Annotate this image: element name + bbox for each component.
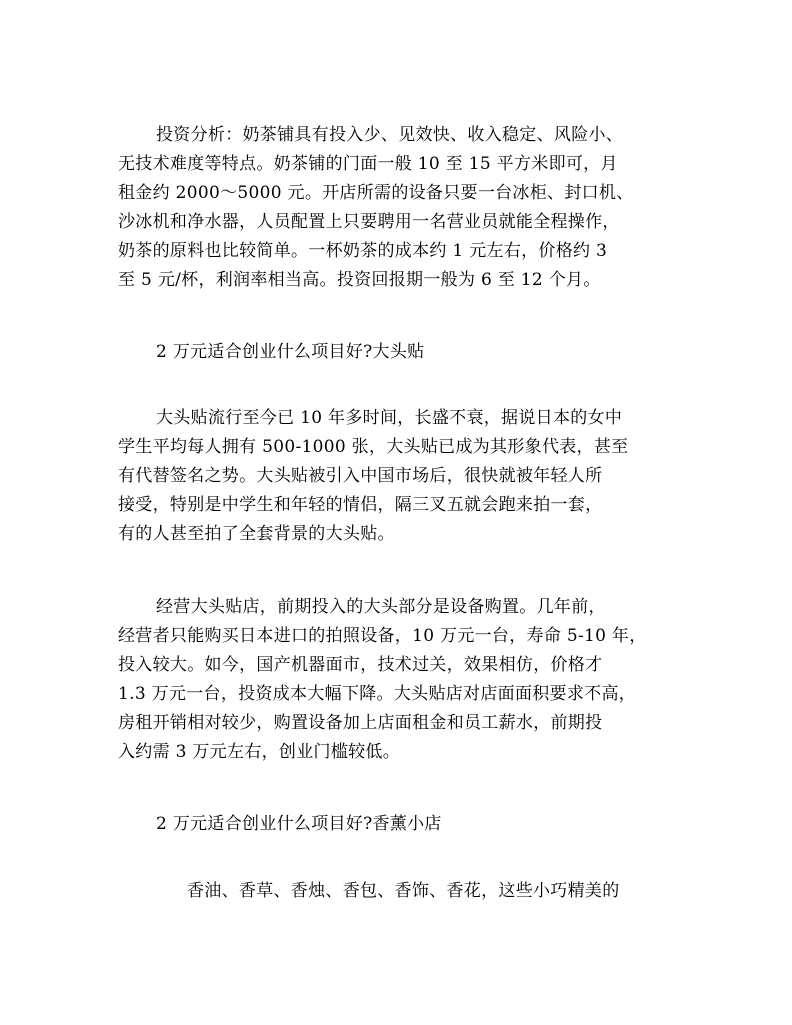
text-line: 投资分析：奶茶铺具有投入少、见效快、收入稳定、风险小、 <box>156 125 624 145</box>
text-line: 1.3 万元一台，投资成本大幅下降。大头贴店对店面面积要求不高， <box>118 684 637 704</box>
text-line: 无技术难度等特点。奶茶铺的门面一般 10 至 15 平方米即可，月 <box>118 154 618 174</box>
text-line: 大头贴流行至今已 10 年多时间，长盛不衰，据说日本的女中 <box>156 408 623 428</box>
text-line: 香油、香草、香烛、香包、香饰、香花，这些小巧精美的 <box>187 881 620 901</box>
text-line: 投入较大。如今，国产机器面市，技术过关，效果相仿，价格才 <box>118 655 603 675</box>
text-line: 沙冰机和净水器，人员配置上只要聘用一名营业员就能全程操作， <box>118 212 620 232</box>
text-line: 入约需 3 万元左右，创业门槛较低。 <box>118 742 401 762</box>
text-line: 有的人甚至拍了全套背景的大头贴。 <box>118 524 395 544</box>
text-line: 有代替签名之势。大头贴被引入中国市场后，很快就被年轻人所 <box>118 466 603 486</box>
text-line: 接受，特别是中学生和年轻的情侣，隔三叉五就会跑来拍一套， <box>118 495 603 515</box>
text-line: 租金约 2000～5000 元。开店所需的设备只要一台冰柜、封口机、 <box>118 183 634 203</box>
section-heading: 2 万元适合创业什么项目好?大头贴 <box>156 342 425 362</box>
text-line: 奶茶的原料也比较简单。一杯奶茶的成本约 1 元左右，价格约 3 <box>118 241 608 261</box>
paragraph-milk-tea-analysis <box>118 121 698 295</box>
text-line: 经营者只能购买日本进口的拍照设备，10 万元一台，寿命 5-10 年， <box>118 626 647 646</box>
paragraph-aroma-shop-intro <box>118 877 698 906</box>
text-line: 房租开销相对较少，购置设备加上店面租金和员工薪水，前期投 <box>118 713 603 733</box>
section-heading-aroma-shop <box>118 810 698 839</box>
paragraph-photo-sticker-popularity <box>118 404 698 549</box>
paragraph-photo-sticker-operation <box>118 593 698 767</box>
text-line: 至 5 元/杯，利润率相当高。投资回报期一般为 6 至 12 个月。 <box>118 270 601 290</box>
section-heading-photo-sticker <box>118 338 698 367</box>
text-line: 学生平均每人拥有 500-1000 张，大头贴已成为其形象代表，甚至 <box>118 437 629 457</box>
section-heading: 2 万元适合创业什么项目好?香薰小店 <box>156 814 442 834</box>
text-line: 经营大头贴店，前期投入的大头部分是设备购置。几年前， <box>156 597 606 617</box>
